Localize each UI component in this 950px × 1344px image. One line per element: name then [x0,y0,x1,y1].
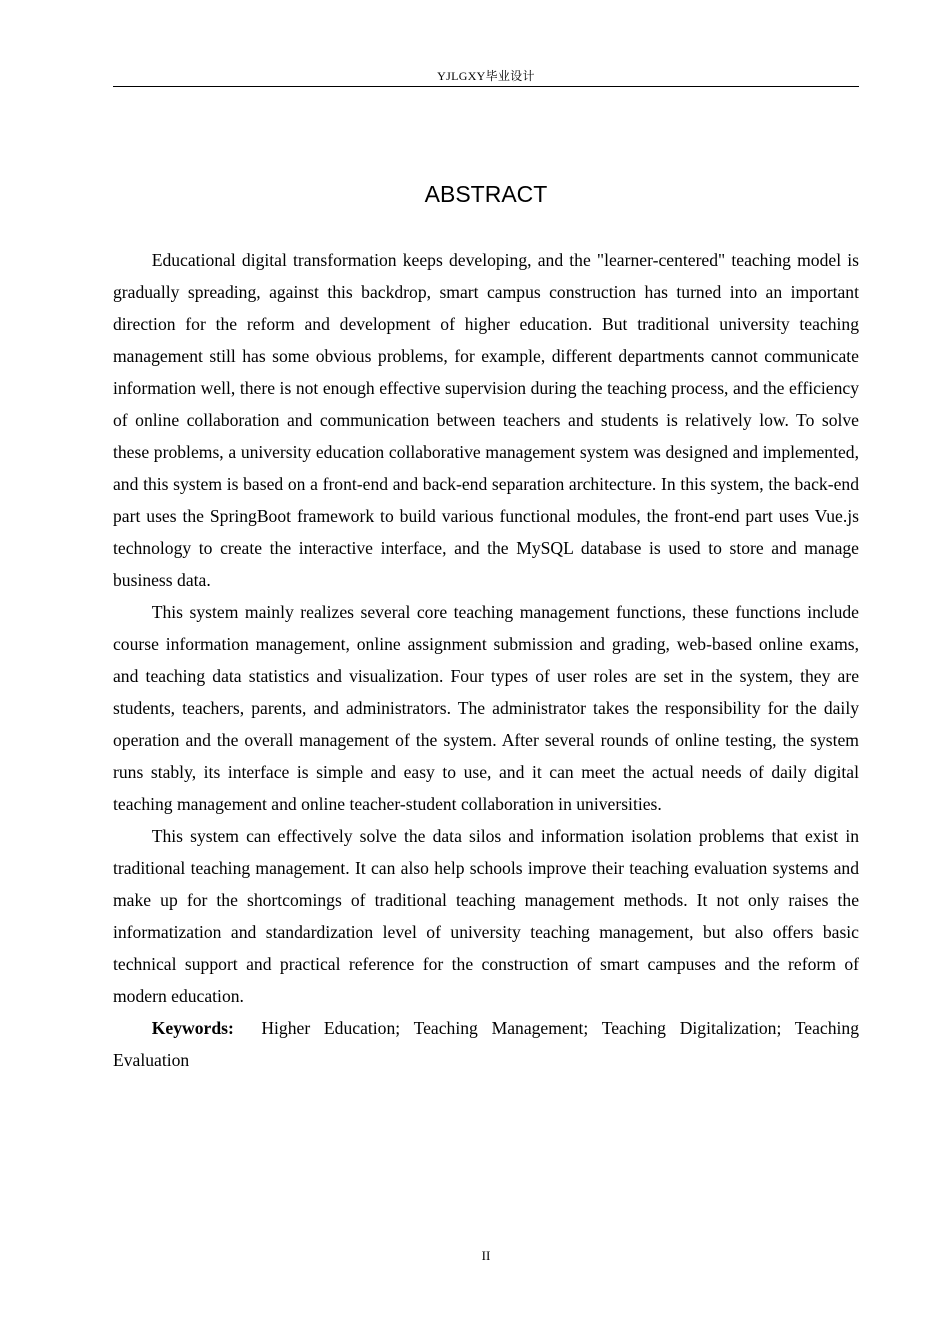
abstract-title: ABSTRACT [424,181,548,207]
keywords-text: Higher Education; Teaching Management; Teaching Digitalization; Teaching Evaluation [113,1018,859,1070]
header-rule [113,86,859,87]
keywords-label: Keywords: [151,1018,234,1038]
abstract-paragraph-1: Educational digital transformation keeps developing, and the "learner-centered" teaching model is gradually spreading, against this backdrop, smart campus construction has turned into an important direction for the reform and development of higher education. But traditional university teaching management still has some obvious problems, for example, different departments cannot communicate information well, there is not enough effective supervision during the teaching process, and the efficiency of online collaboration and communication between teachers and students is relatively low. To solve these problems, a university education collaborative management system was designed and implemented, and this system is based on a front-end and back-end separation architecture. In this system, the back-end part uses the SpringBoot framework to build various functional modules, the front-end part uses Vue.js technology to create the interactive interface, and the MySQL database is used to store and manage business data. [113,250,859,590]
abstract-body [113,244,859,1076]
running-header: YJLGXY毕业设计 [437,69,535,83]
page-number: II [481,1248,491,1263]
keywords-line [113,1012,859,1076]
abstract-paragraph-2: This system mainly realizes several core teaching management functions, these functions include course information management, online assignment submission and grading, web-based online exams, and teaching data statistics and visualization. Four types of user roles are set in the system, they are students, teachers, parents, and administrators. The administrator takes the responsibility for the daily operation and the overall management of the system. After several rounds of online testing, the system runs stably, its interface is simple and easy to use, and it can meet the actual needs of daily digital teaching management and online teacher-student collaboration in universities. [113,602,859,814]
abstract-paragraph-3: This system can effectively solve the data silos and information isolation problems that exist in traditional teaching management. It can also help schools improve their teaching evaluation systems and make up for the shortcomings of traditional teaching management methods. It not only raises the informatization and standardization level of university teaching management, but also offers basic technical support and practical reference for the construction of smart campuses and the reform of modern education. [113,826,859,1006]
